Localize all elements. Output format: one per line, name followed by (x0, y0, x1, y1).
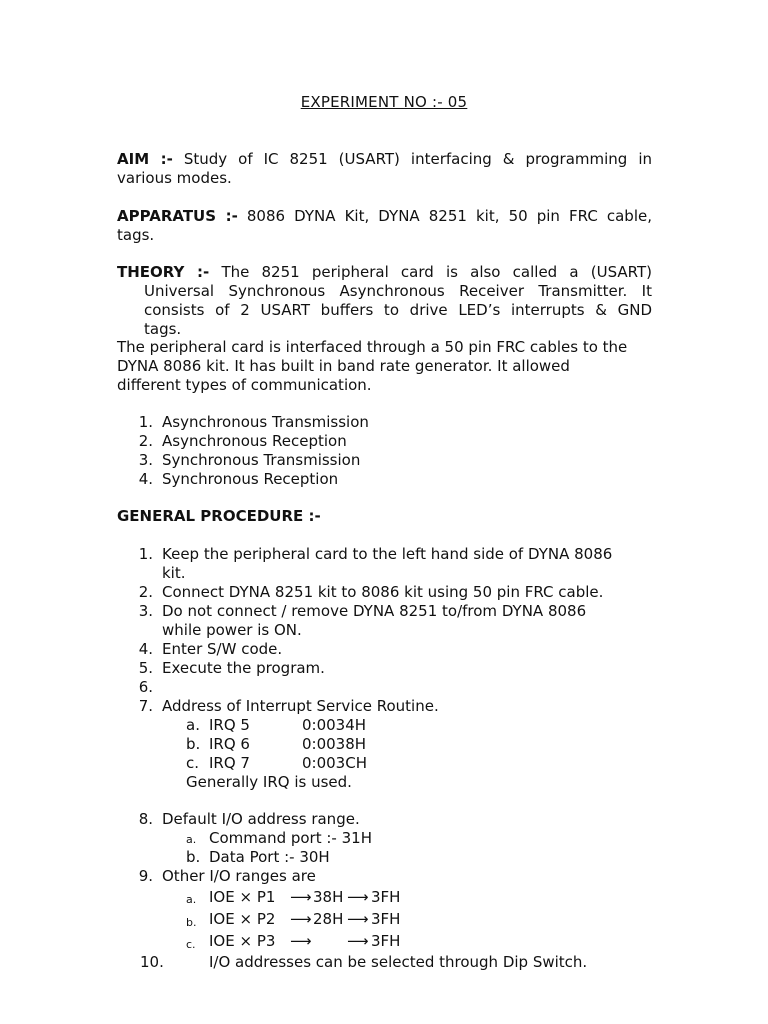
apparatus-section (117, 207, 652, 245)
theory-text-line-4: tags. (144, 320, 182, 338)
range-arrow: ⟶ (347, 932, 369, 950)
range-arrow: ⟶ (290, 888, 312, 906)
range-start: 38H (313, 888, 344, 906)
list-item: Asynchronous Transmission (162, 413, 369, 431)
step-4: Enter S/W code. (162, 640, 283, 658)
apparatus-text-line-2: tags. (117, 226, 155, 244)
step-number: 9. (138, 867, 153, 885)
irq-name: IRQ 6 (209, 735, 250, 753)
aim-text-line-2: various modes. (117, 169, 232, 187)
theory-paragraph-line-2: DYNA 8086 kit. It has built in band rate generator. It allowed (117, 357, 570, 375)
experiment-title: EXPERIMENT NO :- 05 (300, 93, 468, 111)
io-letter: a. (186, 833, 197, 846)
step-number: 7. (138, 697, 153, 715)
range-end: 3FH (371, 888, 401, 906)
irq-letter: a. (186, 716, 200, 734)
step-3-line-2: while power is ON. (162, 621, 302, 639)
theory-text-line-1: The 8251 peripheral card is also called a (USART) (221, 263, 652, 281)
theory-text-line-3: consists of 2 USART buffers to drive LED’s interrupts & GND (144, 301, 652, 319)
irq-letter: b. (186, 735, 201, 753)
step-8: Default I/O address range. (162, 810, 360, 828)
range-arrow: ⟶ (347, 888, 369, 906)
step-10: I/O addresses can be selected through Dip Switch. (209, 953, 588, 971)
step-number: 8. (138, 810, 153, 828)
aim-text-line-1: Study of IC 8251 (USART) interfacing & programming in (183, 150, 652, 168)
step-number: 10. (140, 953, 164, 971)
theory-label: THEORY :- (117, 263, 210, 281)
apparatus-label: APPARATUS :- (117, 207, 238, 225)
irq-name: IRQ 7 (209, 754, 250, 772)
theory-section (117, 263, 652, 339)
step-number: 1. (138, 545, 153, 563)
irq-name: IRQ 5 (209, 716, 250, 734)
range-letter: a. (186, 893, 197, 906)
theory-paragraph-line-3: different types of communication. (117, 376, 372, 394)
step-7: Address of Interrupt Service Routine. (162, 697, 439, 715)
range-start: 28H (313, 910, 344, 928)
procedure-heading: GENERAL PROCEDURE :- (117, 507, 321, 525)
aim-label: AIM :- (117, 150, 173, 168)
apparatus-text-line-1: 8086 DYNA Kit, DYNA 8251 kit, 50 pin FRC cable, (246, 207, 652, 225)
theory-text-line-2: Universal Synchronous Asynchronous Receiver Transmitter. It (144, 282, 652, 300)
step-number: 6. (138, 678, 153, 696)
irq-note: Generally IRQ is used. (186, 773, 352, 791)
list-item-number: 2. (138, 432, 153, 450)
step-number: 2. (138, 583, 153, 601)
io-item: Data Port :- 30H (209, 848, 330, 866)
step-number: 3. (138, 602, 153, 620)
list-item: Synchronous Transmission (162, 451, 361, 469)
step-3-line-1: Do not connect / remove DYNA 8251 to/from DYNA 8086 (162, 602, 587, 620)
range-arrow: ⟶ (347, 910, 369, 928)
list-item-number: 4. (138, 470, 153, 488)
range-end: 3FH (371, 910, 401, 928)
list-item-number: 3. (138, 451, 153, 469)
list-item: Synchronous Reception (162, 470, 339, 488)
io-item: Command port :- 31H (209, 829, 372, 847)
range-arrow: ⟶ (290, 910, 312, 928)
theory-paragraph (117, 338, 662, 395)
step-number: 4. (138, 640, 153, 658)
aim-section (117, 150, 652, 188)
range-name: IOE × P3 (209, 932, 276, 950)
step-1-line-1: Keep the peripheral card to the left hand side of DYNA 8086 (162, 545, 613, 563)
range-letter: c. (186, 938, 196, 951)
list-item: Asynchronous Reception (162, 432, 347, 450)
io-letter: b. (186, 848, 201, 866)
range-name: IOE × P1 (209, 888, 276, 906)
list-item-number: 1. (138, 413, 153, 431)
step-2: Connect DYNA 8251 kit to 8086 kit using 50 pin FRC cable. (162, 583, 604, 601)
theory-paragraph-line-1: The peripheral card is interfaced through a 50 pin FRC cables to the (117, 338, 628, 356)
step-1-line-2: kit. (162, 564, 186, 582)
irq-address: 0:003CH (302, 754, 367, 772)
range-end: 3FH (371, 932, 401, 950)
page-title (0, 93, 768, 111)
step-5: Execute the program. (162, 659, 325, 677)
irq-address: 0:0038H (302, 735, 367, 753)
step-number: 5. (138, 659, 153, 677)
irq-letter: c. (186, 754, 200, 772)
irq-address: 0:0034H (302, 716, 367, 734)
step-9: Other I/O ranges are (162, 867, 316, 885)
range-letter: b. (186, 916, 197, 929)
range-name: IOE × P2 (209, 910, 276, 928)
range-arrow: ⟶ (290, 932, 312, 950)
